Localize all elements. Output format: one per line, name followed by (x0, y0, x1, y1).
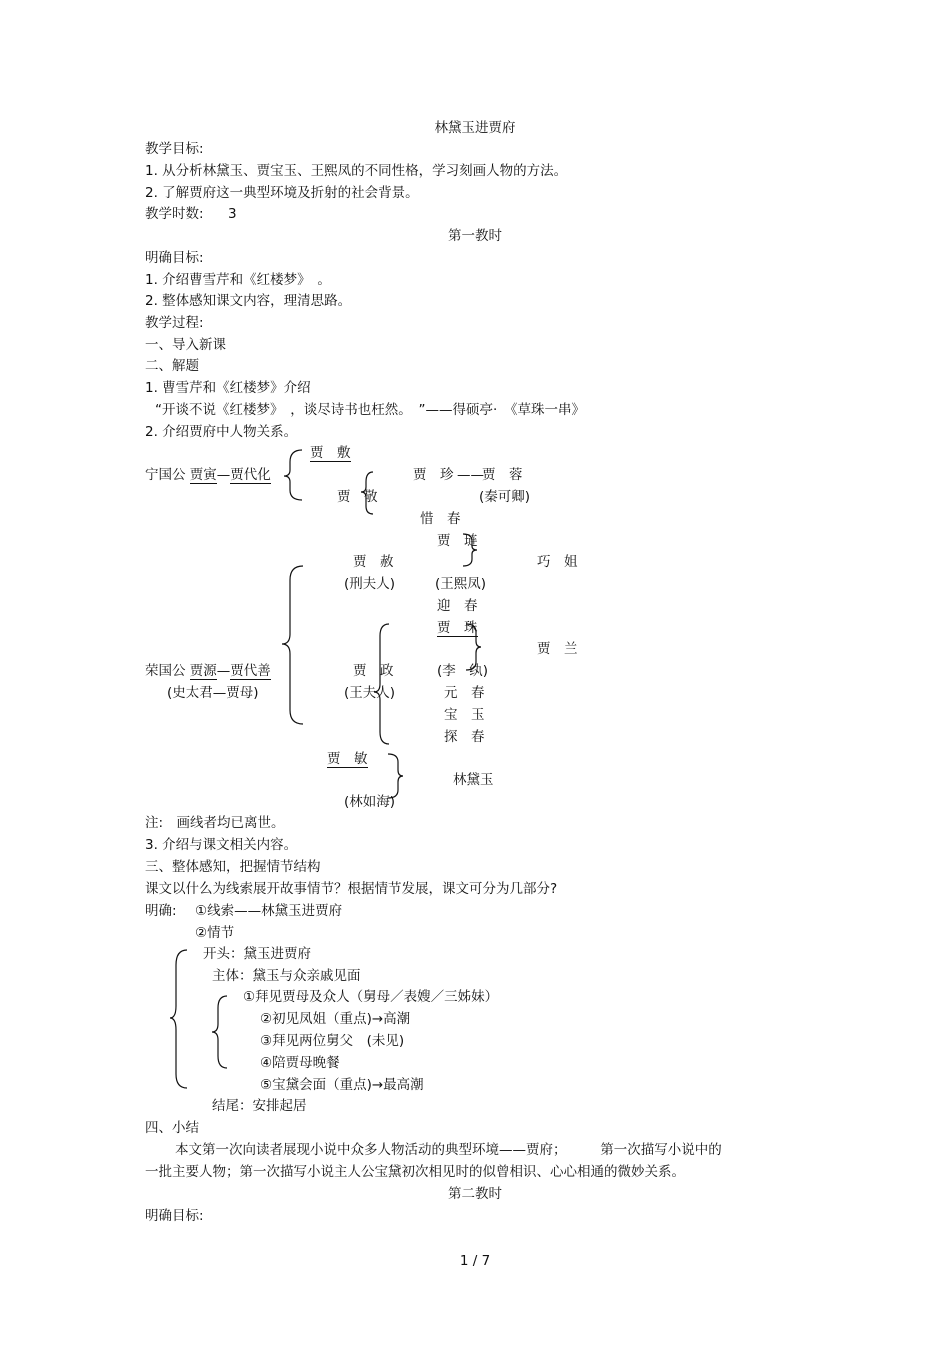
hours-label: 教学时数: (145, 206, 204, 222)
lesson2-heading: 第二教时 (448, 1186, 502, 1202)
tree-qiao-jie: 巧 姐 (537, 554, 578, 570)
ningguo-founder: 贾寅 (189, 467, 217, 483)
step-4: 四、小结 (145, 1120, 199, 1136)
tree-jia-lan: 贾 兰 (537, 641, 578, 657)
tree-shi-taijun: (史太君—贾母) (167, 685, 259, 701)
tree-jia-zhu: 贾 珠 (437, 620, 478, 636)
tree-xing-furen: (刑夫人) (344, 576, 396, 592)
tree-jia-zhen: 贾 珍 (413, 467, 454, 483)
question: 课文以什么为线索展开故事情节？根据情节发展，课文可分为几部分? (145, 881, 558, 897)
item-1: 1. 曹雪芹和《红楼梦》介绍 (145, 380, 311, 396)
step-1: 一、导入新课 (145, 337, 226, 353)
lesson2-goals-label: 明确目标: (145, 1208, 204, 1224)
tree-jia-zheng: 贾 政 (353, 663, 394, 679)
plot-body: 主体：黛玉与众亲戚见面 (212, 968, 361, 984)
tree-jia-min: 贾 敏 (327, 751, 368, 767)
tree-ningguo-line: 宁国公 贾寅—贾代化 (145, 467, 271, 483)
tree-jia-lian: 贾 琏 (437, 533, 478, 549)
tree-tan-chun: 探 春 (444, 729, 485, 745)
step-3: 三、整体感知，把握情节结构 (145, 859, 321, 875)
zheng-bracket (374, 624, 389, 744)
step-2: 二、解题 (145, 358, 199, 374)
plot-opening: 开头：黛玉进贾府 (203, 946, 311, 962)
ningguo-title: 宁国公 (145, 467, 186, 483)
min-bracket (388, 754, 403, 798)
tree-wang-furen: (王夫人) (344, 685, 396, 701)
tree-xi-chun: 惜 春 (420, 511, 461, 527)
rongguo-bracket (282, 566, 303, 724)
ningguo-heir: 贾代化 (230, 467, 271, 483)
tree-jia-rong: 贾 蓉 (482, 467, 523, 483)
page-number: 1 / 7 (459, 1253, 491, 1269)
document-title: 林黛玉进贾府 (434, 120, 516, 136)
item-3: 3. 介绍与课文相关内容。 (145, 837, 298, 853)
tree-jia-fu: 贾 敷 (310, 445, 351, 461)
plot-sub-5: ⑤宝黛会面（重点)→最高潮 (260, 1077, 424, 1093)
lesson1-goal-1: 1. 介绍曹雪芹和《红楼梦》 。 (145, 272, 331, 288)
plot-sub-3: ③拜见两位舅父 (未见) (260, 1033, 405, 1049)
tree-lin-daiyu: 林黛玉 (453, 772, 494, 788)
lesson1-goals-label: 明确目标: (145, 250, 204, 266)
tree-zhen-link: —— (457, 467, 484, 483)
ningguo-bracket (284, 450, 302, 500)
rongguo-founder: 贾源 (189, 663, 217, 679)
hours-value: 3 (228, 206, 237, 222)
answer-clue: ①线索——林黛玉进贾府 (195, 903, 343, 919)
plot-sub-bracket (212, 996, 227, 1068)
answer-plot: ②情节 (195, 925, 235, 941)
tree-bao-yu: 宝 玉 (444, 707, 485, 723)
tree-ying-chun: 迎 春 (437, 598, 478, 614)
plot-sub-2: ②初见凤姐（重点)→高潮 (260, 1011, 411, 1027)
rongguo-title: 荣国公 (145, 663, 186, 679)
answer-label: 明确: (145, 903, 177, 919)
plot-sub-1: ①拜见贾母及众人（舅母／表嫂／三姊妹） (243, 989, 499, 1005)
lesson1-heading: 第一教时 (448, 228, 502, 244)
tree-qin-keqing: (秦可卿) (479, 489, 531, 505)
tree-rongguo-line: 荣国公 贾源—贾代善 (145, 663, 271, 679)
tree-yuan-chun: 元 春 (444, 685, 485, 701)
tree-li-wan: (李 纨) (437, 663, 489, 679)
tree-jia-she: 贾 赦 (353, 554, 394, 570)
process-label: 教学过程: (145, 315, 204, 331)
lesson1-goal-2: 2. 整体感知课文内容，理清思路。 (145, 293, 352, 309)
summary-line-2: 一批主要人物；第一次描写小说主人公宝黛初次相见时的似曾相识、心心相通的微妙关系。 (145, 1164, 685, 1180)
summary-line-1: 本文第一次向读者展现小说中众多人物活动的典型环境——贾府； 第一次描写小说中的 (175, 1142, 722, 1158)
plot-ending: 结尾：安排起居 (212, 1098, 307, 1114)
note: 注: 画线者均已离世。 (145, 815, 285, 831)
plot-sub-4: ④陪贾母晚餐 (260, 1055, 340, 1071)
quote: “开谈不说《红楼梦》 ，谈尽诗书也枉然。 ”——得硕亭· 《草珠一串》 (155, 402, 586, 418)
objective-2: 2. 了解贾府这一典型环境及折射的社会背景。 (145, 185, 419, 201)
tree-jia-jing: 贾 敬 (337, 489, 378, 505)
tree-wang-xifeng: (王熙凤) (435, 576, 487, 592)
objective-1: 1. 从分析林黛玉、贾宝玉、王熙凤的不同性格，学习刻画人物的方法。 (145, 163, 568, 179)
tree-lin-ruhai: (林如海) (344, 794, 396, 810)
plot-bracket (170, 950, 187, 1088)
rongguo-heir: 贾代善 (230, 663, 271, 679)
item-2: 2. 介绍贾府中人物关系。 (145, 424, 298, 440)
objectives-label: 教学目标: (145, 141, 204, 157)
